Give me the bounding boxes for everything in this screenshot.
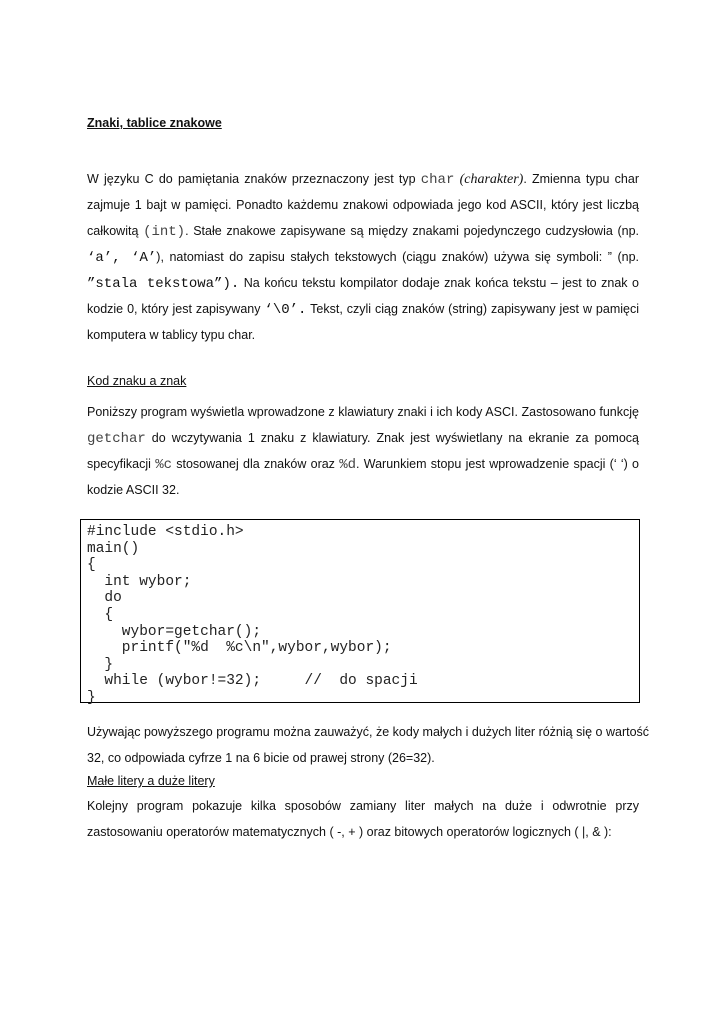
after-code-paragraph bbox=[87, 719, 650, 771]
section1-line: Poniższy program wyświetla wprowadzone z klawiatury znaki i ich kody ASCI. Zastosowano funkcję bbox=[87, 405, 639, 419]
section2-line: Kolejny program pokazuje kilka sposobów zamiany liter małych na duże i odwrotnie przy bbox=[87, 799, 639, 813]
code-line: { bbox=[87, 606, 114, 623]
code-line: while (wybor!=32); // do spacji bbox=[87, 673, 418, 690]
section-heading-kod-znaku: Kod znaku a znak bbox=[87, 374, 187, 388]
intro-line: W języku C do pamiętania znaków przeznaczony jest typ char (charakter). Zmienna typu char bbox=[87, 172, 639, 188]
section1-line: getchar do wczytywania 1 znaku z klawiatury. Znak jest wyświetlany na ekranie za pomocą bbox=[87, 431, 639, 447]
intro-line: zajmuje 1 bajt w pamięci. Ponadto każdemu znakowi odpowiada jego kod ASCII, który jest liczbą bbox=[87, 198, 639, 212]
code-line: { bbox=[87, 557, 96, 574]
section1-line: kodzie ASCII 32. bbox=[87, 483, 180, 497]
after-code-line: 32, co odpowiada cyfrze 1 na 6 bicie od prawej strony (26=32). bbox=[87, 751, 435, 765]
intro-line: ‘a’, ‘A’), natomiast do zapisu stałych tekstowych (ciągu znaków) używa się symboli: ” (np. bbox=[87, 250, 639, 266]
code-line: int wybor; bbox=[87, 573, 192, 590]
section2-line: zastosowaniu operatorów matematycznych ( -, + ) oraz bitowych operatorów logicznych ( |, & ): bbox=[87, 825, 612, 839]
code-line: wybor=getchar(); bbox=[87, 623, 262, 640]
code-line: } bbox=[87, 689, 96, 706]
page-title: Znaki, tablice znakowe bbox=[87, 116, 222, 130]
code-line: #include <stdio.h> bbox=[87, 524, 244, 540]
intro-line: ”stala tekstowa”). Na końcu tekstu kompilator dodaje znak końca tekstu – jest to znak o bbox=[87, 276, 639, 292]
intro-paragraph bbox=[87, 166, 639, 348]
intro-line: całkowitą (int). Stałe znakowe zapisywane są między znakami pojedynczego cudzysłowia (np. bbox=[87, 224, 639, 240]
section2-paragraph bbox=[87, 793, 639, 845]
code-line: do bbox=[87, 590, 122, 607]
after-code-line: Używając powyższego programu można zauważyć, że kody małych i dużych liter różnią się o wartość bbox=[87, 725, 650, 739]
code-listing bbox=[80, 519, 640, 706]
section1-paragraph bbox=[87, 399, 639, 503]
code-line: } bbox=[87, 656, 114, 673]
code-line: main() bbox=[87, 540, 140, 557]
code-line: printf("%d %c\n",wybor,wybor); bbox=[87, 640, 392, 657]
section1-line: specyfikacji %c stosowanej dla znaków oraz %d. Warunkiem stopu jest wprowadzenie spacji (‘ ‘) o bbox=[87, 457, 639, 473]
section-heading-male-duze: Małe litery a duże litery bbox=[87, 774, 215, 788]
intro-line: kodzie 0, który jest zapisywany ‘\0’. Tekst, czyli ciąg znaków (string) zapisywany jest w pamięci bbox=[87, 302, 639, 318]
intro-line: komputera w tablicy typu char. bbox=[87, 328, 256, 342]
